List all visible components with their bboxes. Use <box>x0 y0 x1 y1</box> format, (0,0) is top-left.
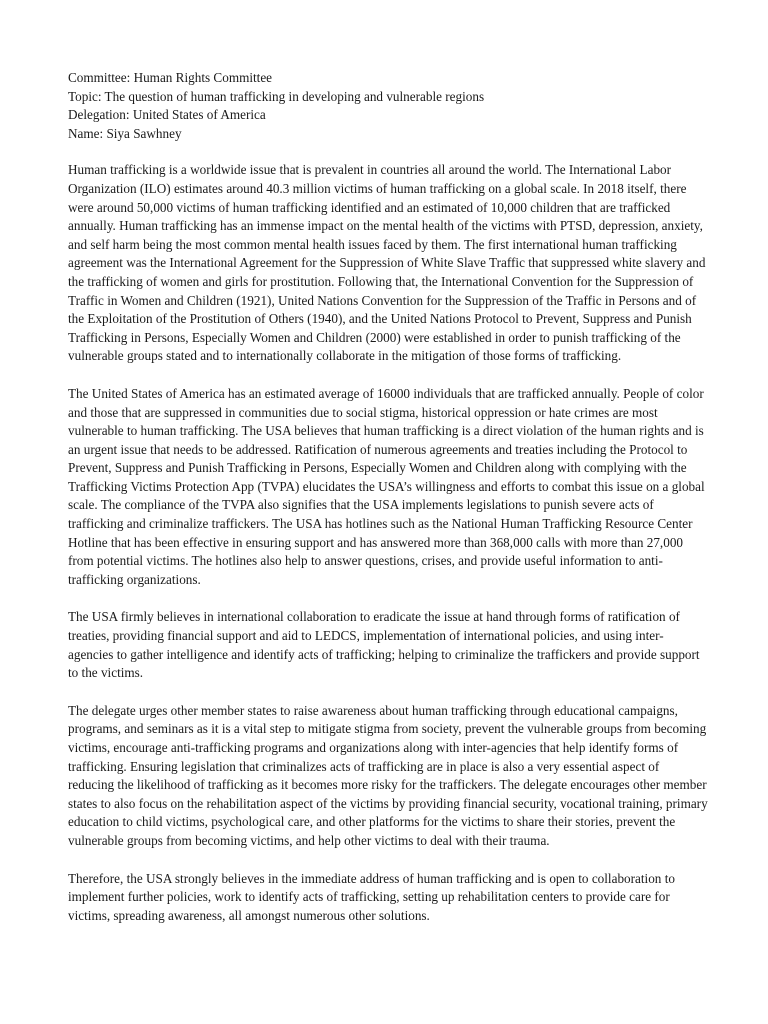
paragraph-background: Human trafficking is a worldwide issue that is prevalent in countries all around the world. The International Labor Organization (ILO) estimates around 40.3 million victims of human trafficking on a global scale. In 2018 itself, there were around 50,000 victims of human trafficking identified and an estimated of 10,000 children that are trafficked annually. Human trafficking has an immense impact on the mental health of the victims with PTSD, depression, anxiety, and self harm being the most common mental health issues faced by them. The first international human trafficking agreement was the International Agreement for the Suppression of White Slave Traffic that suppressed white slavery and the trafficking of women and girls for prostitution. Following that, the International Convention for the Suppression of Traffic in Women and Children (1921), United Nations Convention for the Suppression of the Traffic in Persons and of the Exploitation of the Prostitution of Others (1940), and the United Nations Protocol to Prevent, Suppress and Punish Trafficking in Persons, Especially Women and Children (2000) were established in order to punish trafficking of the vulnerable groups stated and to internationally collaborate in the mitigation of those forms of trafficking. <box>68 162 706 364</box>
committee-line: Committee: Human Rights Committee <box>68 70 273 85</box>
paragraph-conclusion: Therefore, the USA strongly believes in the immediate address of human trafficking and is open to collaboration to implement further policies, work to identify acts of trafficking, setting up rehabilitation centers to provide care for victims, spreading awareness, all amongst numerous other solutions. <box>68 870 675 923</box>
author-name-line: Name: Siya Sawhney <box>68 125 182 141</box>
paragraph-usa-position: The United States of America has an estimated average of 16000 individuals that are trafficked annually. People of color and those that are suppressed in communities due to social stigma, historical oppression or hate crimes are most vulnerable to human trafficking. The USA believes that human trafficking is a direct violation of the human rights and is an urgent issue that needs to be addressed. Ratification of numerous agreements and treaties including the Protocol to Prevent, Suppress and Punish Trafficking in Persons, Especially Women and Children along with complying with the Trafficking Victims Protection App (TVPA) elucidates the USA’s willingness and efforts to combat this issue on a global scale. The compliance of the TVPA also signifies that the USA implements legislations to punish severe acts of trafficking and criminalize traffickers. The USA has hotlines such as the National Human Trafficking Resource Center Hotline that has been effective in ensuring support and has answered more than 368,000 calls with more than 27,000 from potential victims. The hotlines also help to answer questions, crises, and provide useful information to anti-trafficking organizations. <box>68 385 705 587</box>
paragraph-international-collaboration: The USA firmly believes in international collaboration to eradicate the issue at hand through forms of ratification of treaties, providing financial support and aid to LEDCS, implementation of international policies, and using inter-agencies to gather intelligence and identify acts of trafficking; helping to criminalize the traffickers and provide support to the victims. <box>68 609 700 681</box>
paragraph-recommendations: The delegate urges other member states to raise awareness about human trafficking through educational campaigns, programs, and seminars as it is a vital step to mitigate stigma from society, prevent the vulnerable groups from becoming victims, encourage anti-trafficking programs and organizations along with inter-agencies that help identify forms of trafficking. Ensuring legislation that criminalizes acts of trafficking are in place is also a very essential aspect of reducing the likelihood of trafficking as it becomes more risky for the traffickers. The delegate encourages other member states to also focus on the rehabilitation aspect of the victims by providing financial security, vocational training, primary education to child victims, psychological care, and other platforms for the victims to share their stories, prevent the vulnerable groups from becoming victims, and help other victims to deal with their trauma. <box>68 702 708 848</box>
delegation-line: Delegation: United States of America <box>68 107 266 123</box>
position-paper-header <box>68 69 708 143</box>
topic-line: Topic: The question of human trafficking in developing and vulnerable regions <box>68 88 485 104</box>
document-page <box>68 69 708 944</box>
